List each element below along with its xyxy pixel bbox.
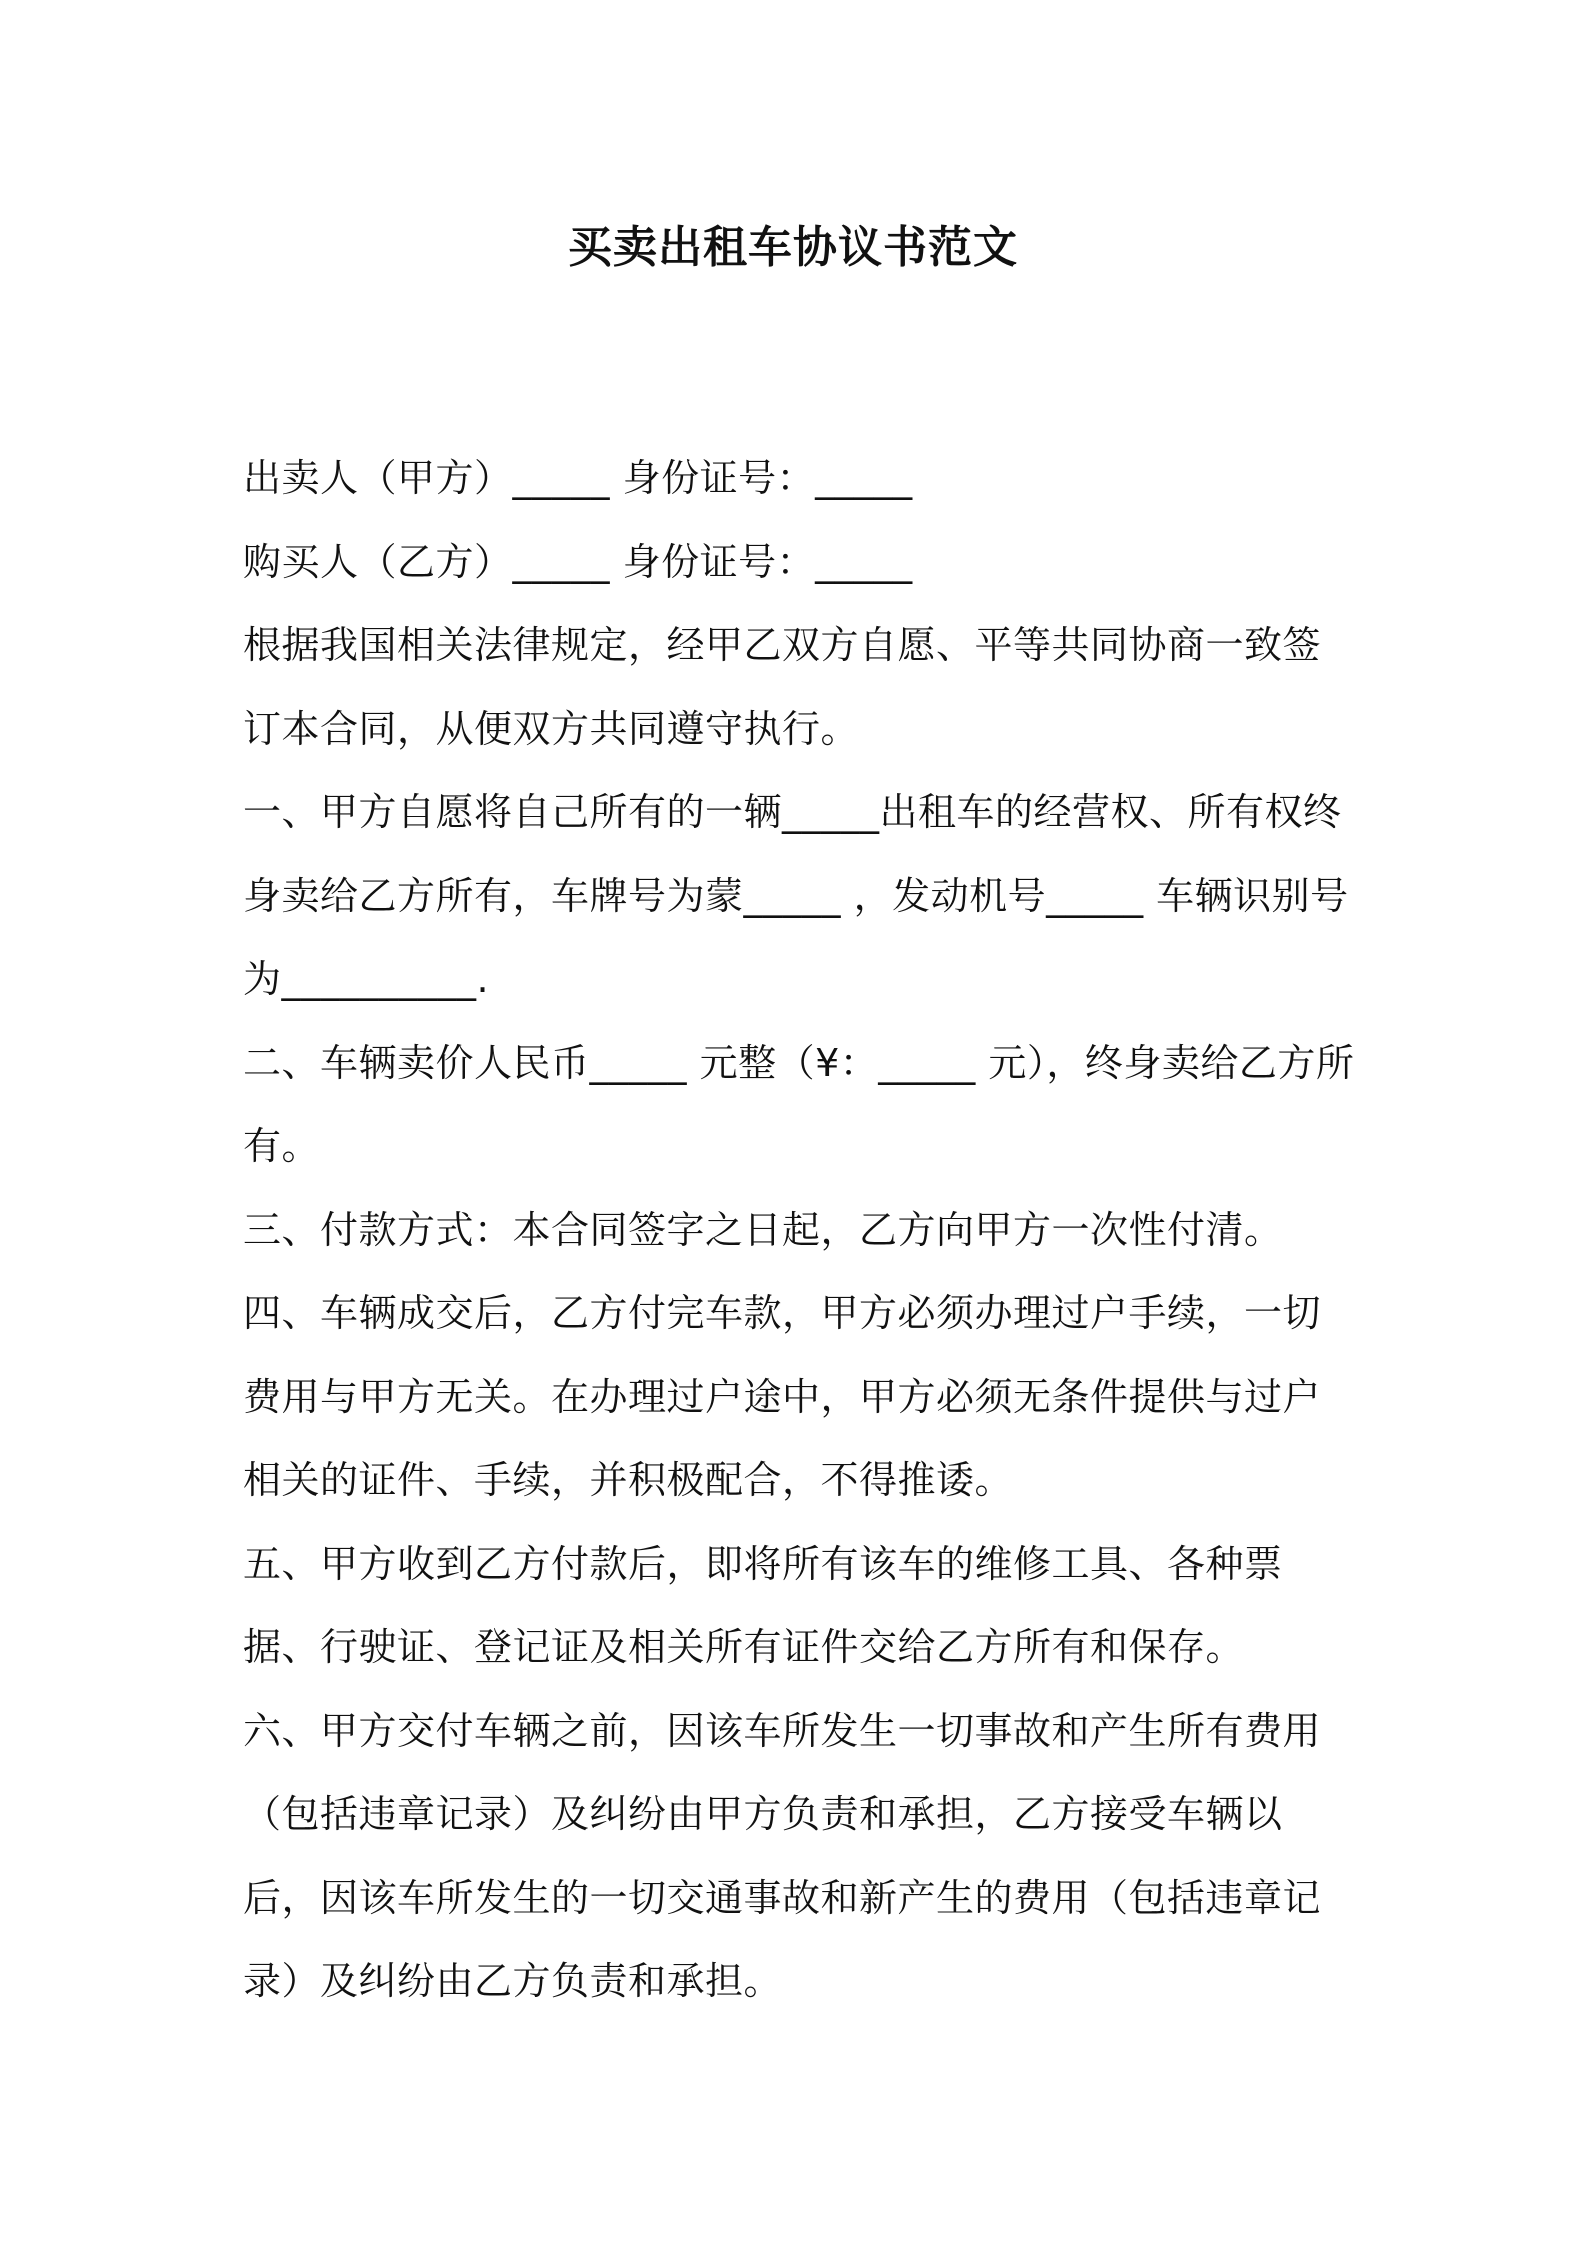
buyer-line: 购买人（乙方）_____ 身份证号：_____ — [243, 539, 913, 584]
clause-1: 一、甲方自愿将自己所有的一辆_____出租车的经营权、所有权终身卖给乙方所有，车牌号为蒙_____ ，发动机号_____ 车辆识别号为__________. — [243, 790, 1349, 1001]
clause-4: 四、车辆成交后，乙方付完车款，甲方必须办理过户手续，一切费用与甲方无关。在办理过户途中，甲方必须无条件提供与过户相关的证件、手续，并积极配合，不得推诿。 — [243, 1291, 1322, 1502]
preamble-paragraph: 根据我国相关法律规定，经甲乙双方自愿、平等共同协商一致签订本合同，从便双方共同遵守执行。 — [243, 623, 1322, 751]
clause-6: 六、甲方交付车辆之前，因该车所发生一切事故和产生所有费用（包括违章记录）及纠纷由甲方负责和承担，乙方接受车辆以后，因该车所发生的一切交通事故和新产生的费用（包括违章记录）及纠纷由乙方负责和承担。 — [243, 1708, 1322, 2003]
clause-2: 二、车辆卖价人民币_____ 元整（¥：_____ 元），终身卖给乙方所有。 — [243, 1040, 1355, 1168]
clause-5: 五、甲方收到乙方付款后，即将所有该车的维修工具、各种票据、行驶证、登记证及相关所有证件交给乙方所有和保存。 — [243, 1541, 1283, 1669]
seller-line: 出卖人（甲方）_____ 身份证号：_____ — [243, 456, 913, 500]
clause-3: 三、付款方式：本合同签字之日起，乙方向甲方一次性付清。 — [243, 1207, 1283, 1252]
document-body — [243, 437, 1358, 2024]
document-title: 买卖出租车协议书范文 — [568, 222, 1018, 273]
